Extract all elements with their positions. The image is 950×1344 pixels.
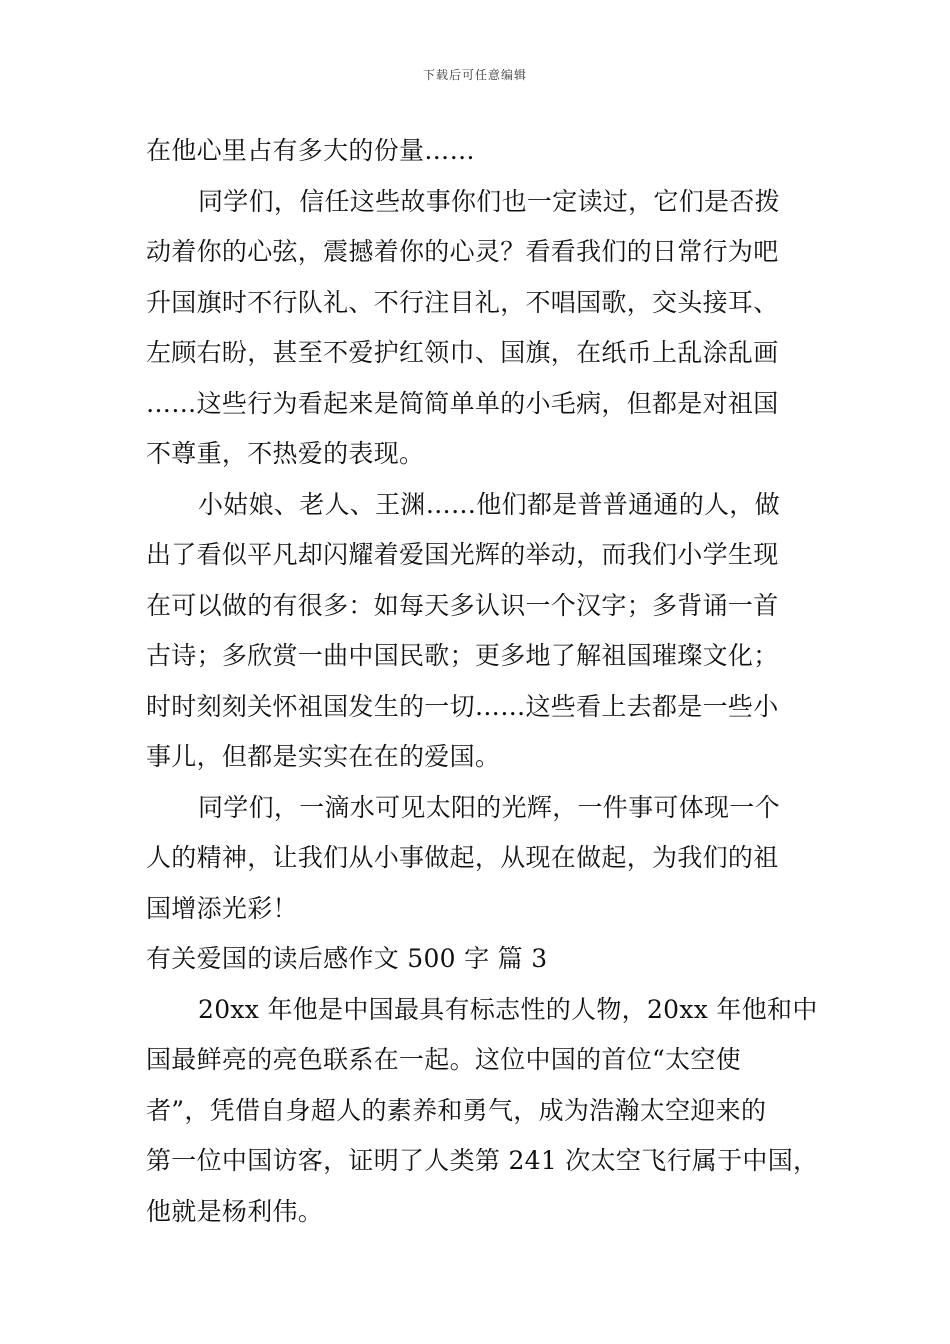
text-line: 动着你的心弦，震撼着你的心灵？看看我们的日常行为吧: [146, 237, 779, 266]
paragraph-start-line: 20xx 年他是中国最具有标志性的人物，20xx 年他和中: [198, 994, 818, 1024]
paragraph-start-line: 同学们，信任这些故事你们也一定读过，它们是否拨: [198, 186, 780, 216]
text-line: 左顾右盼，甚至不爱护红领巾、国旗，在纸币上乱涂乱画: [146, 338, 779, 367]
text-line: 国最鲜亮的亮色联系在一起。这位中国的首位“太空使: [146, 1045, 741, 1074]
text-line: 出了看似平凡却闪耀着爱国光辉的举动，而我们小学生现: [146, 540, 779, 569]
text-line: 时时刻刻关怀祖国发生的一切……这些看上去都是一些小: [146, 691, 779, 721]
text-line: 事儿，但都是实实在在的爱国。: [146, 742, 501, 771]
text-line: 人的精神，让我们从小事做起，从现在做起，为我们的祖: [146, 843, 779, 872]
text-line: ……这些行为看起来是简简单单的小毛病，但都是对祖国: [146, 388, 779, 418]
paragraph-start-line: 同学们，一滴水可见太阳的光辉，一件事可体现一个: [198, 792, 780, 822]
paragraph-start-line: 小姑娘、老人、王渊……他们都是普普通通的人，做: [198, 489, 780, 519]
text-line: 他就是杨利伟。: [146, 1196, 324, 1226]
page-header: 下载后可任意编辑: [422, 68, 527, 82]
text-line: 国增添光彩！: [146, 893, 298, 923]
text-line: 者”，凭借自身超人的素养和勇气，成为浩瀚太空迎来的: [146, 1095, 767, 1125]
text-line: 在可以做的有很多：如每天多认识一个汉字；多背诵一首: [146, 590, 779, 620]
text-line: 第一位中国访客，证明了人类第 241 次太空飞行属于中国，: [146, 1146, 819, 1175]
text-line: 在他心里占有多大的份量……: [146, 136, 475, 165]
text-line: 古诗；多欣赏一曲中国民歌；更多地了解祖国璀璨文化；: [146, 641, 779, 670]
text-line: 不尊重，不热爱的表现。: [146, 439, 425, 468]
document-body: [146, 126, 819, 1237]
text-line: 升国旗时不行队礼、不行注目礼，不唱国歌，交头接耳、: [146, 287, 779, 317]
section-heading: 有关爱国的读后感作文 500 字 篇 3: [146, 944, 548, 973]
